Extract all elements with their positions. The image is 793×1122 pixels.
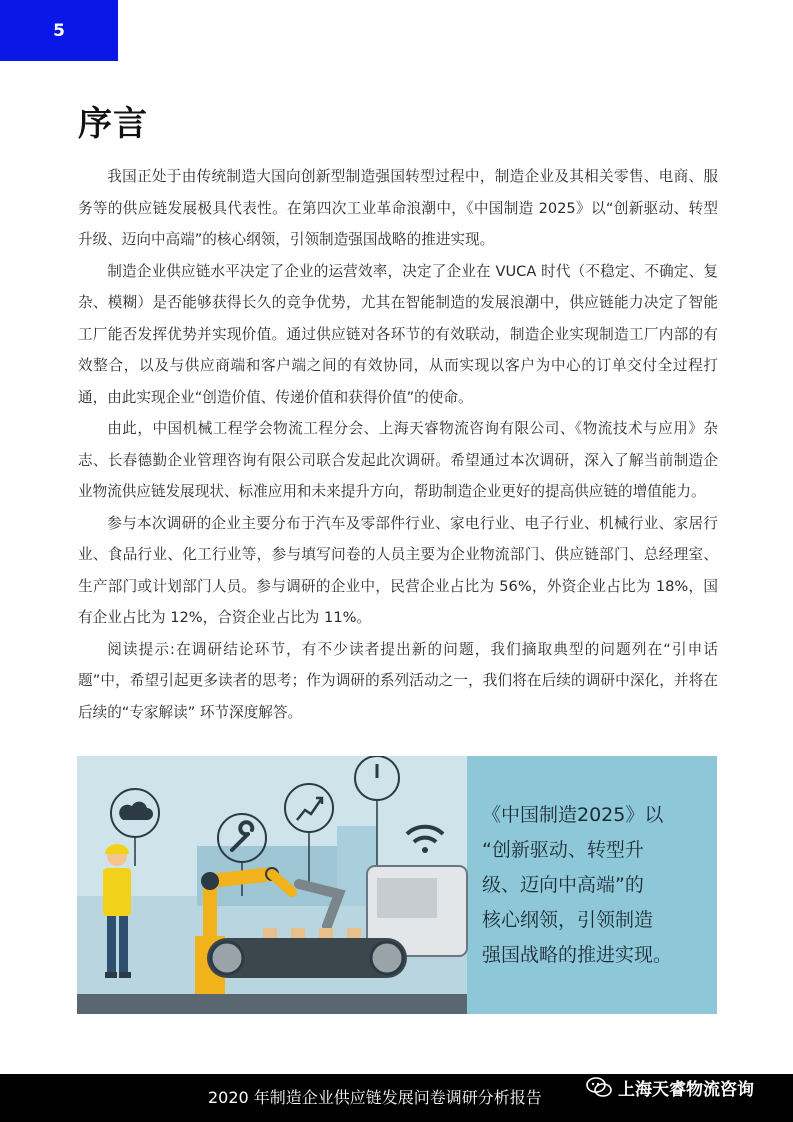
caption-line: 核心纲领，引领制造 bbox=[482, 909, 654, 931]
caption-line: 强国战略的推进实现。 bbox=[482, 944, 673, 966]
caption-line: 级、迈向中高端”的 bbox=[482, 874, 644, 896]
paragraph: 由此，中国机械工程学会物流工程分会、上海天睿物流咨询有限公司、《物流技术与应用》杂志、长春德勤企业管理咨询有限公司联合发起此次调研。希望通过本次调研，深入了解当前制造企业物流供应链发展现状、标准应用和未来提升方向，帮助制造企业更好的提高供应链的增值能力。 bbox=[78, 420, 718, 500]
paragraph: 制造企业供应链水平决定了企业的运营效率，决定了企业在 VUCA 时代（不稳定、不确定、复杂、模糊）是否能够获得长久的竞争优势，尤其在智能制造的发展浪潮中，供应链能力决定了智能工厂能否发挥优势并实现价值。通过供应链对各环节的有效联动，制造企业实现制造工厂内部的有效整合，以及与供应商端和客户端之间的有效协同，从而实现以客户为中心的订单交付全过程打通，由此实现企业“创造价值、传递价值和获得价值”的使命。 bbox=[78, 262, 718, 406]
brand-name: 上海天睿物流咨询 bbox=[618, 1079, 754, 1100]
footer-brand bbox=[586, 1072, 754, 1102]
page-title: 序言 bbox=[78, 104, 148, 144]
smart-factory-illustration bbox=[77, 756, 717, 1014]
paragraph: 阅读提示:在调研结论环节，有不少读者提出新的问题，我们摘取典型的问题列在“引申话题”中，希望引起更多读者的思考；作为调研的系列活动之一，我们将在后续的调研中深化，并将在后续的“专家解读” 环节深度解答。 bbox=[78, 640, 718, 721]
illustration-caption bbox=[482, 798, 702, 973]
page-number: 5 bbox=[53, 20, 65, 41]
body-text bbox=[78, 161, 718, 728]
caption-line: “创新驱动、转型升 bbox=[482, 839, 644, 861]
wechat-icon bbox=[586, 1077, 612, 1097]
footer-report-title: 2020 年制造企业供应链发展问卷调研分析报告 bbox=[208, 1088, 542, 1107]
page-number-badge bbox=[0, 0, 118, 61]
paragraph: 参与本次调研的企业主要分布于汽车及零部件行业、家电行业、电子行业、机械行业、家居行业、食品行业、化工行业等，参与填写问卷的人员主要为企业物流部门、供应链部门、总经理室、生产部门或计划部门人员。参与调研的企业中，民营企业占比为 56%，外资企业占比为 18%，国有企业占比为 12%，合资企业占比为 11%。 bbox=[78, 514, 718, 626]
paragraph: 我国正处于由传统制造大国向创新型制造强国转型过程中，制造企业及其相关零售、电商、服务等的供应链发展极具代表性。在第四次工业革命浪潮中，《中国制造 2025》以“创新驱动、转型升级、迈向中高端”的核心纲领，引领制造强国战略的推进实现。 bbox=[78, 168, 718, 248]
caption-line: 《中国制造2025》以 bbox=[482, 804, 664, 826]
